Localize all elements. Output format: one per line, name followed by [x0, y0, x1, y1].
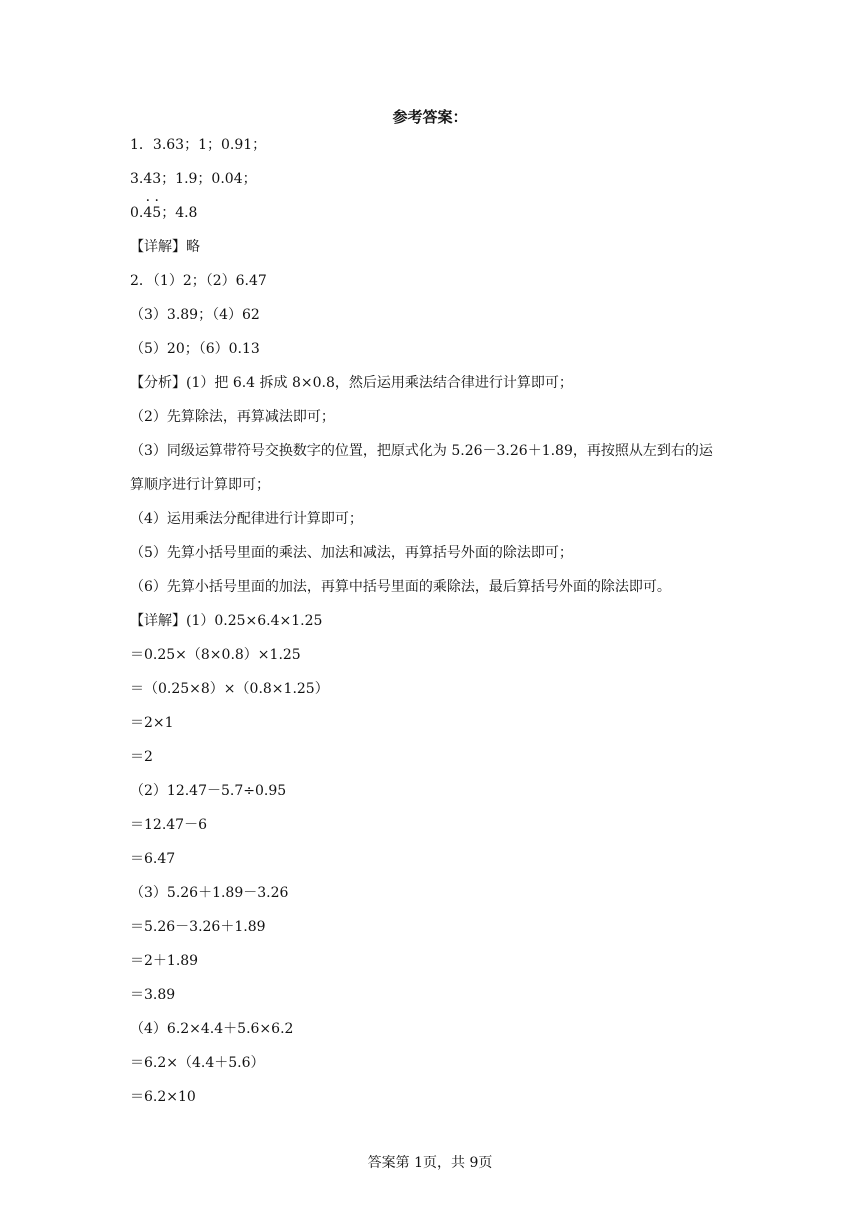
repeating-decimal-prefix: 0.	[130, 205, 144, 221]
q2-answer-line: （3）3.89；（4）62	[130, 307, 260, 323]
q1-answer-line-3	[130, 203, 197, 223]
q1-detail: 【详解】略	[130, 239, 200, 255]
q2-step-line: ＝6.2×（4.4＋5.6）	[130, 1055, 265, 1071]
page-footer: 答案第 1页，共 9页	[367, 1155, 493, 1171]
q2-analysis-line: （4）运用乘法分配律进行计算即可；	[130, 511, 363, 527]
q2-analysis-line: （5）先算小括号里面的乘法、加法和减法，再算括号外面的除法即可；	[130, 545, 573, 561]
q2-step-line: ＝2	[130, 749, 153, 765]
q2-answer-line: （5）20；（6）0.13	[130, 341, 260, 357]
q2-step-line: ＝0.25×（8×0.8）×1.25	[130, 647, 301, 663]
q2-answer-line: 2．（1）2；（2）6.47	[130, 273, 267, 289]
q2-step-line: 【详解】(1）0.25×6.4×1.25	[130, 613, 323, 629]
q2-step-line: ＝（0.25×8）×（0.8×1.25）	[130, 681, 329, 697]
repeating-digit-start: · 4	[143, 203, 152, 223]
q2-step-line: （4）6.2×4.4＋5.6×6.2	[130, 1021, 294, 1037]
q2-analysis-line: 算顺序进行计算即可；	[130, 477, 270, 493]
q2-step-line: （2）12.47－5.7÷0.95	[130, 783, 287, 799]
q2-analysis-line: （6）先算小括号里面的加法，再算中括号里面的乘除法，最后算括号外面的除法即可。	[130, 579, 671, 595]
q1-answer-suffix: ；4.8	[161, 205, 198, 221]
q2-step-line: ＝2＋1.89	[130, 953, 199, 969]
q2-analysis-line: （3）同级运算带符号交换数字的位置，把原式化为 5.26－3.26＋1.89，再按照从左到右的运	[130, 443, 713, 459]
q2-step-line: ＝3.89	[130, 987, 176, 1003]
q1-answer-line-2: 3.43；1.9；0.04；	[130, 171, 257, 187]
q2-analysis-line: 【分析】(1）把 6.4 拆成 8×0.8，然后运用乘法结合律进行计算即可；	[130, 375, 573, 391]
q2-step-line: （3）5.26＋1.89－3.26	[130, 885, 289, 901]
repeating-digit-end: · 5	[152, 203, 161, 223]
q2-step-line: ＝6.47	[130, 851, 176, 867]
q2-step-line: ＝6.2×10	[130, 1089, 196, 1105]
q2-step-line: ＝12.47－6	[130, 817, 207, 833]
q2-step-line: ＝5.26－3.26＋1.89	[130, 919, 266, 935]
page-title: 参考答案：	[392, 108, 468, 126]
q1-answer-line-1: 1．3.63；1；0.91；	[130, 137, 267, 153]
q2-step-line: ＝2×1	[130, 715, 174, 731]
q2-analysis-line: （2）先算除法，再算减法即可；	[130, 409, 335, 425]
